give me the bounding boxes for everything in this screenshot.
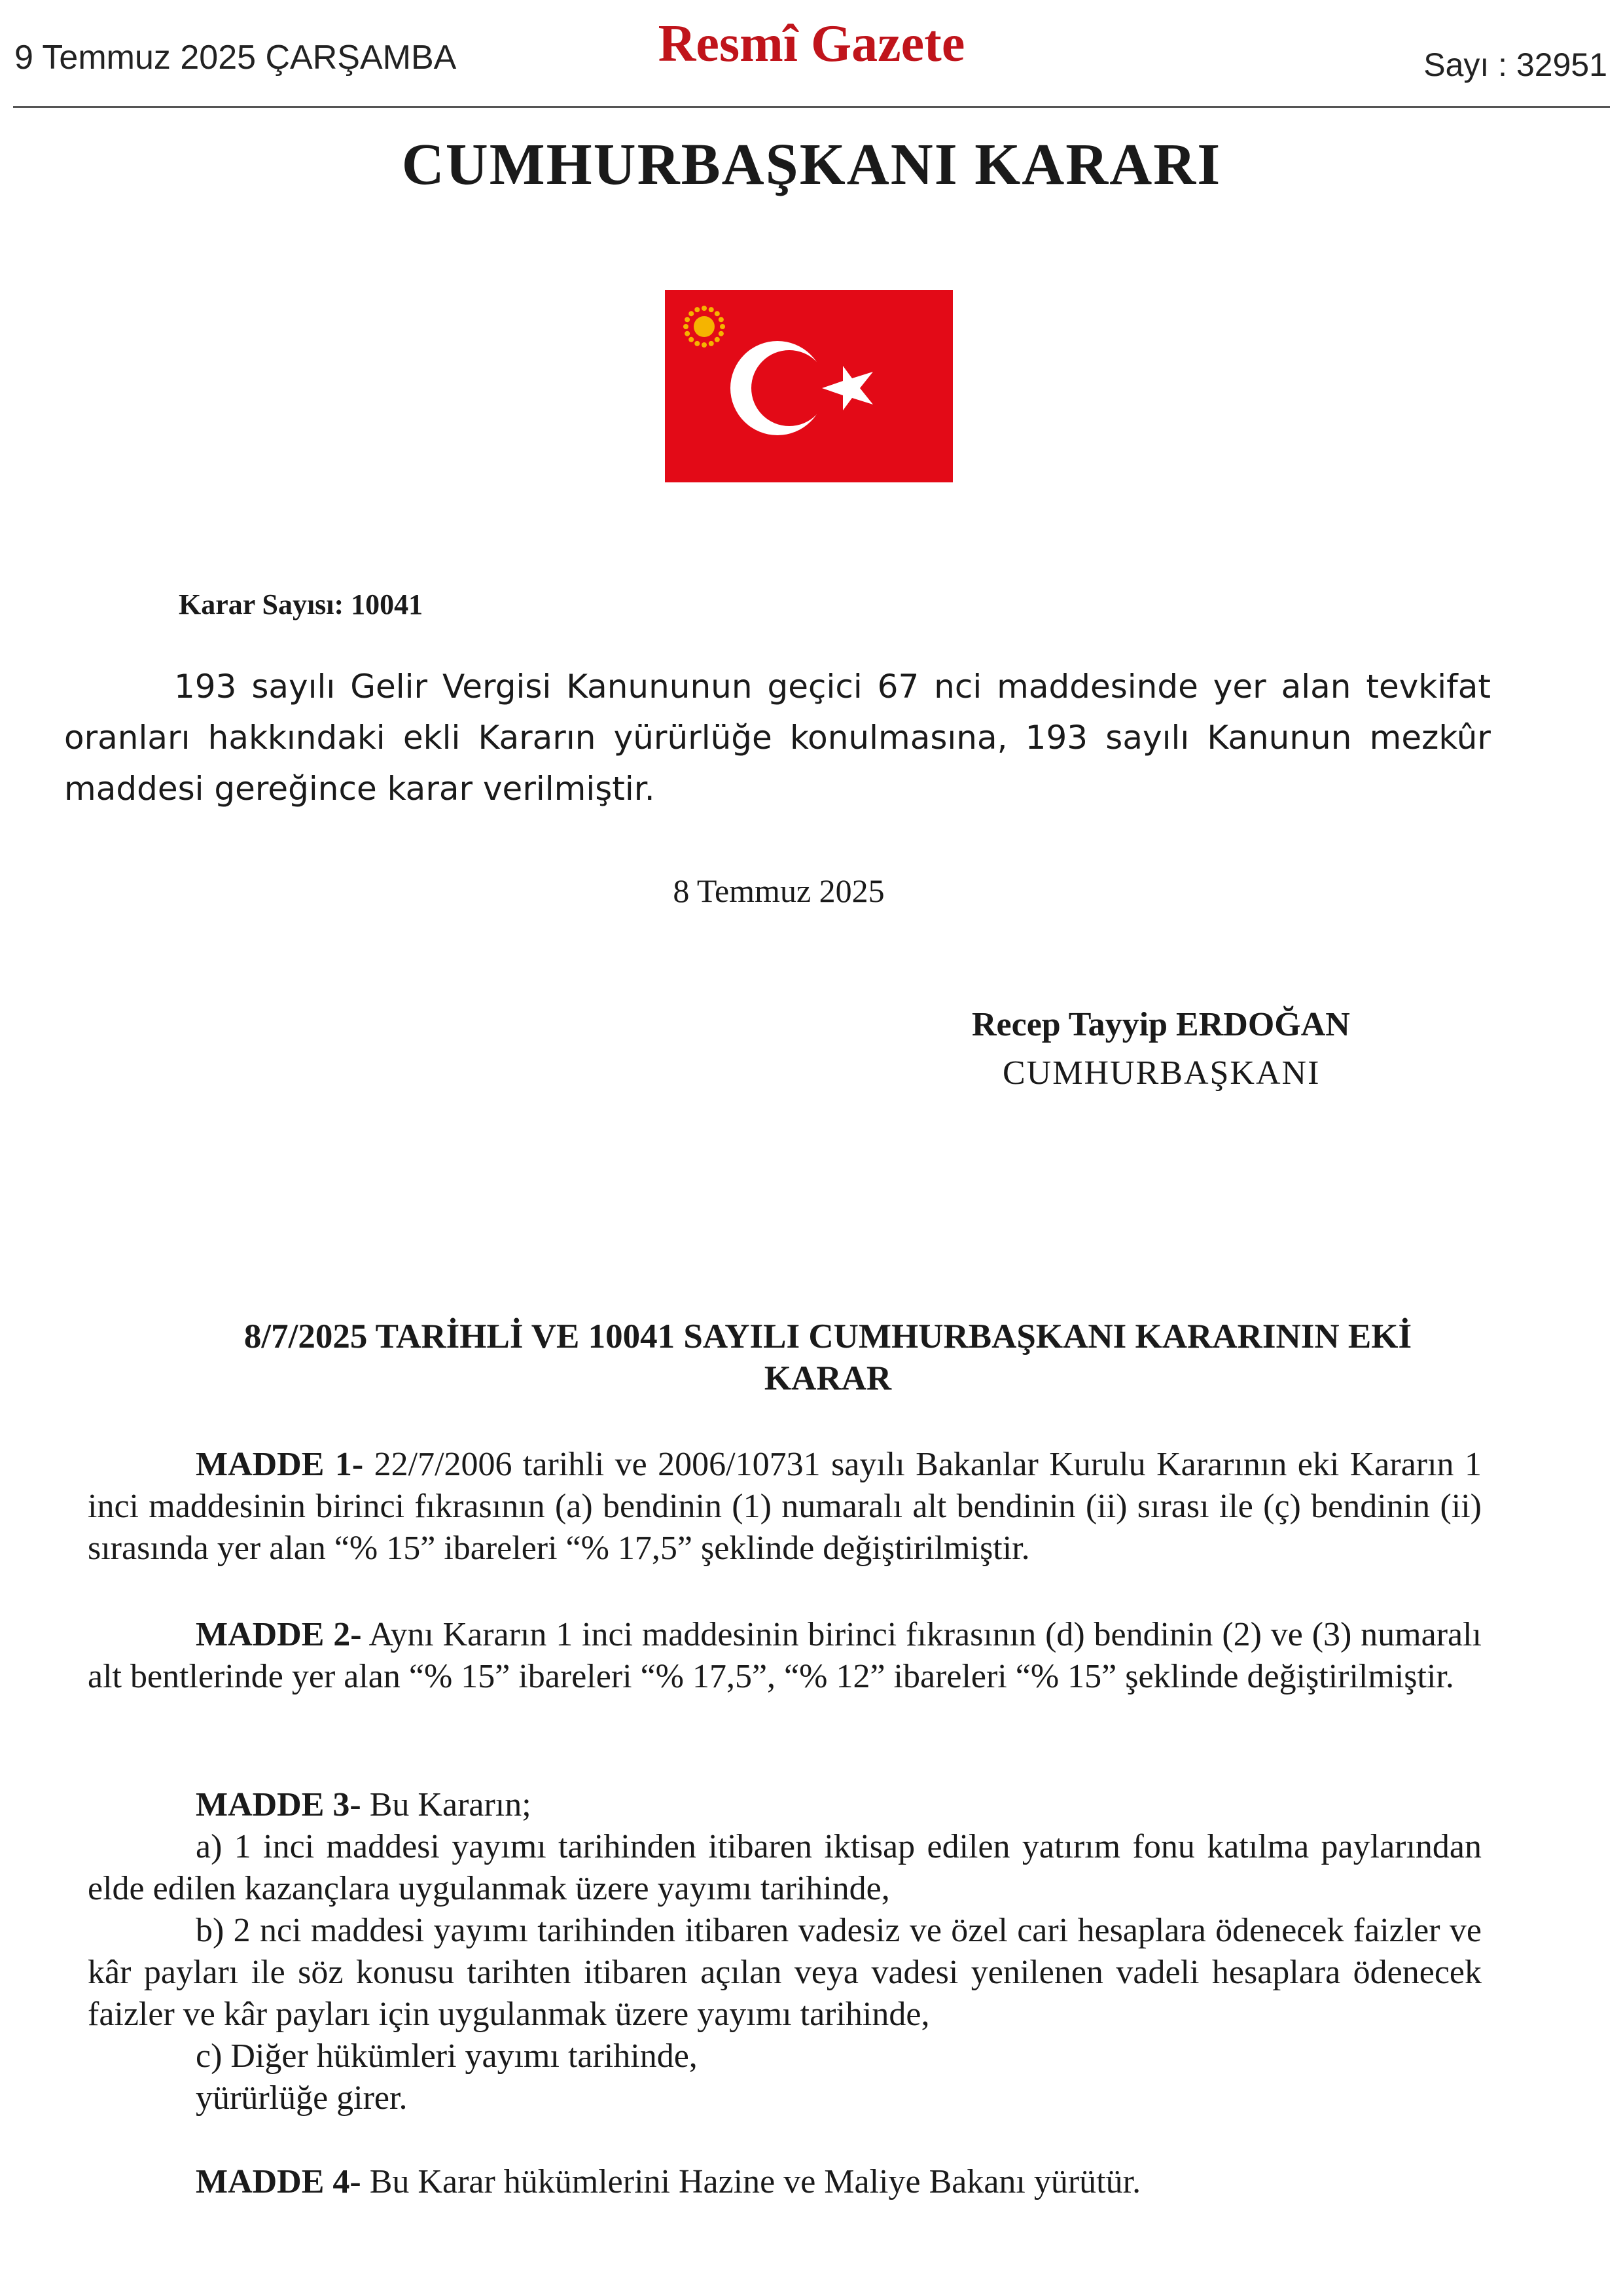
article-label: MADDE 2- bbox=[196, 1616, 362, 1653]
article-4 bbox=[88, 2161, 1482, 2203]
emblem-star-icon bbox=[685, 317, 690, 322]
emblem-star-icon bbox=[702, 306, 707, 311]
article-3-closing: yürürlüğe girer. bbox=[196, 2079, 408, 2117]
emblem-star-icon bbox=[715, 337, 720, 342]
gazette-date: 9 Temmuz 2025 ÇARŞAMBA bbox=[14, 39, 457, 77]
presidential-flag bbox=[665, 290, 953, 482]
emblem-star-icon bbox=[709, 307, 714, 312]
emblem-star-icon bbox=[688, 311, 694, 316]
crescent-inner bbox=[751, 350, 827, 426]
annex-title-line-2: KARAR bbox=[764, 1359, 892, 1397]
article-label: MADDE 3- bbox=[196, 1786, 361, 1823]
article-text: Aynı Kararın 1 inci maddesinin birinci fıkrasının (d) bendinin (2) ve (3) numaralı alt bentlerinde yer alan “% 15” ibareleri “% 17,5”, “% 12” ibareleri “% 15” şeklinde değiştirilmiştir. bbox=[88, 1616, 1482, 1695]
emblem-star-icon bbox=[720, 324, 725, 329]
emblem-star-icon bbox=[702, 342, 707, 348]
emblem-star-icon bbox=[683, 324, 688, 329]
page-title: CUMHURBAŞKANI KARARI bbox=[401, 132, 1222, 197]
decision-date: 8 Temmuz 2025 bbox=[673, 872, 885, 909]
emblem-star-icon bbox=[694, 307, 700, 312]
decision-intro: 193 sayılı Gelir Vergisi Kanununun geçici 67 nci maddesinde yer alan tevkifat oranları hakkındaki ekli Kararın yürürlüğe konulmasına, 193 sayılı Kanunun mezkûr maddesi gereğince karar verilmiştir. bbox=[64, 668, 1491, 808]
article-1 bbox=[88, 1444, 1482, 1570]
article-3-item-b: b) 2 nci maddesi yayımı tarihinden itibaren vadesiz ve özel cari hesaplara ödenecek faizler ve kâr payları ile söz konusu tarihten itibaren açılan veya vadesi yenilenen vadeli hesaplara ödenecek faizler ve kâr payları için uygulanmak üzere yayımı tarihinde, bbox=[88, 1912, 1482, 2033]
article-3-item-c: c) Diğer hükümleri yayımı tarihinde, bbox=[196, 2037, 698, 2075]
annex-title-line-1: 8/7/2025 TARİHLİ VE 10041 SAYILI CUMHURBAŞKANI KARARININ EKİ bbox=[243, 1318, 1412, 1355]
article-3 bbox=[88, 1784, 1482, 1826]
article-text: Bu Kararın; bbox=[361, 1786, 531, 1823]
article-label: MADDE 1- bbox=[196, 1446, 364, 1483]
emblem-star-icon bbox=[709, 341, 714, 346]
emblem-star-icon bbox=[715, 311, 720, 316]
emblem-star-icon bbox=[694, 341, 700, 346]
emblem-star-icon bbox=[719, 317, 724, 322]
masthead: Resmî Gazete bbox=[658, 15, 965, 73]
emblem-star-icon bbox=[719, 331, 724, 336]
issue-number: Sayı : 32951 bbox=[1423, 46, 1607, 83]
article-label: MADDE 4- bbox=[196, 2163, 361, 2200]
annex-title bbox=[190, 1316, 1466, 1399]
article-text: Bu Karar hükümlerini Hazine ve Maliye Bakanı yürütür. bbox=[361, 2163, 1141, 2200]
signatory-name: Recep Tayyip ERDOĞAN bbox=[972, 1006, 1350, 1043]
signatory-title: CUMHURBAŞKANI bbox=[1003, 1054, 1321, 1092]
emblem-star-icon bbox=[685, 331, 690, 336]
emblem-star-icon bbox=[688, 337, 694, 342]
article-text: 22/7/2006 tarihli ve 2006/10731 sayılı Bakanlar Kurulu Kararının eki Kararın 1 inci maddesinin birinci fıkrasının (a) bendinin (1) numaralı alt bendinin (ii) sırası ile (ç) bendinin (ii) sırasında yer alan “% 15” ibareleri “% 17,5” şeklinde değiştirilmiştir. bbox=[88, 1446, 1482, 1567]
article-2 bbox=[88, 1614, 1482, 1698]
article-3-item-a: a) 1 inci maddesi yayımı tarihinden itibaren iktisap edilen yatırım fonu katılma paylarından elde edilen kazançlara uygulanmak üzere yayımı tarihinde, bbox=[88, 1828, 1482, 1907]
decision-number: Karar Sayısı: 10041 bbox=[179, 588, 423, 620]
header-rule bbox=[13, 106, 1610, 108]
